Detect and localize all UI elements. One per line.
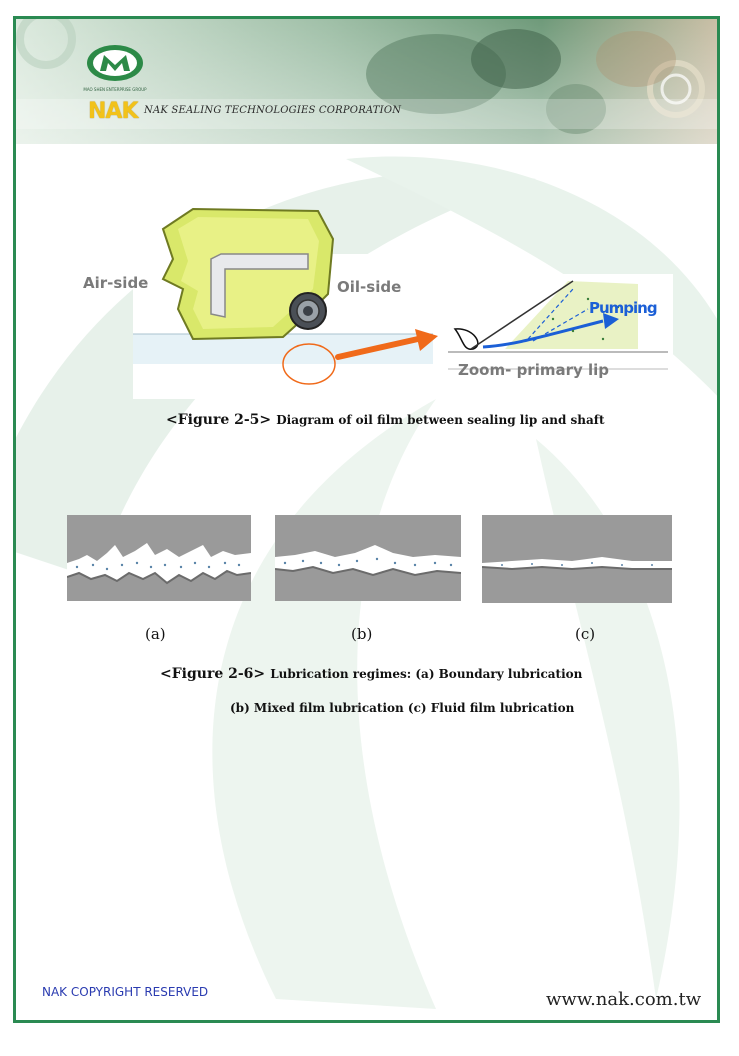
figure-2-5-number: <Figure 2-5> <box>166 412 272 428</box>
figure-2-6-text-line1: Lubrication regimes: (a) Boundary lubrication <box>270 667 583 681</box>
figure-2-6-number: <Figure 2-6> <box>160 666 266 682</box>
air-side-label: Air-side <box>83 274 149 292</box>
lubrication-panel-a <box>67 515 251 601</box>
oil-side-label: Oil-side <box>337 278 402 296</box>
logo-subtext: MAO SHEN ENTERPRISE GROUP <box>83 87 147 92</box>
pumping-label: Pumping <box>589 299 657 317</box>
figure-2-5-caption <box>166 409 605 428</box>
copyright-notice: NAK COPYRIGHT RESERVED <box>42 985 209 999</box>
panel-b-label: (b) <box>351 625 373 643</box>
header-banner <box>16 19 717 144</box>
figure-2-6-caption-line2: (b) Mixed film lubrication (c) Fluid film lubrication <box>230 701 575 715</box>
website-link[interactable]: www.nak.com.tw <box>546 989 702 1010</box>
figure-2-5-text: Diagram of oil film between sealing lip and shaft <box>276 413 605 427</box>
figure-2-6-caption-line1 <box>160 663 582 682</box>
corporation-name: NAK SEALING TECHNOLOGIES CORPORATION <box>144 105 402 116</box>
lubrication-panel-c <box>482 515 672 603</box>
page-frame <box>13 16 720 1023</box>
nak-brand-badge: NAK <box>88 99 138 124</box>
panel-a-label: (a) <box>145 625 166 643</box>
zoom-primary-lip-label: Zoom- primary lip <box>458 361 610 379</box>
lubrication-panel-b <box>275 515 461 601</box>
panel-c-label: (c) <box>575 625 596 643</box>
